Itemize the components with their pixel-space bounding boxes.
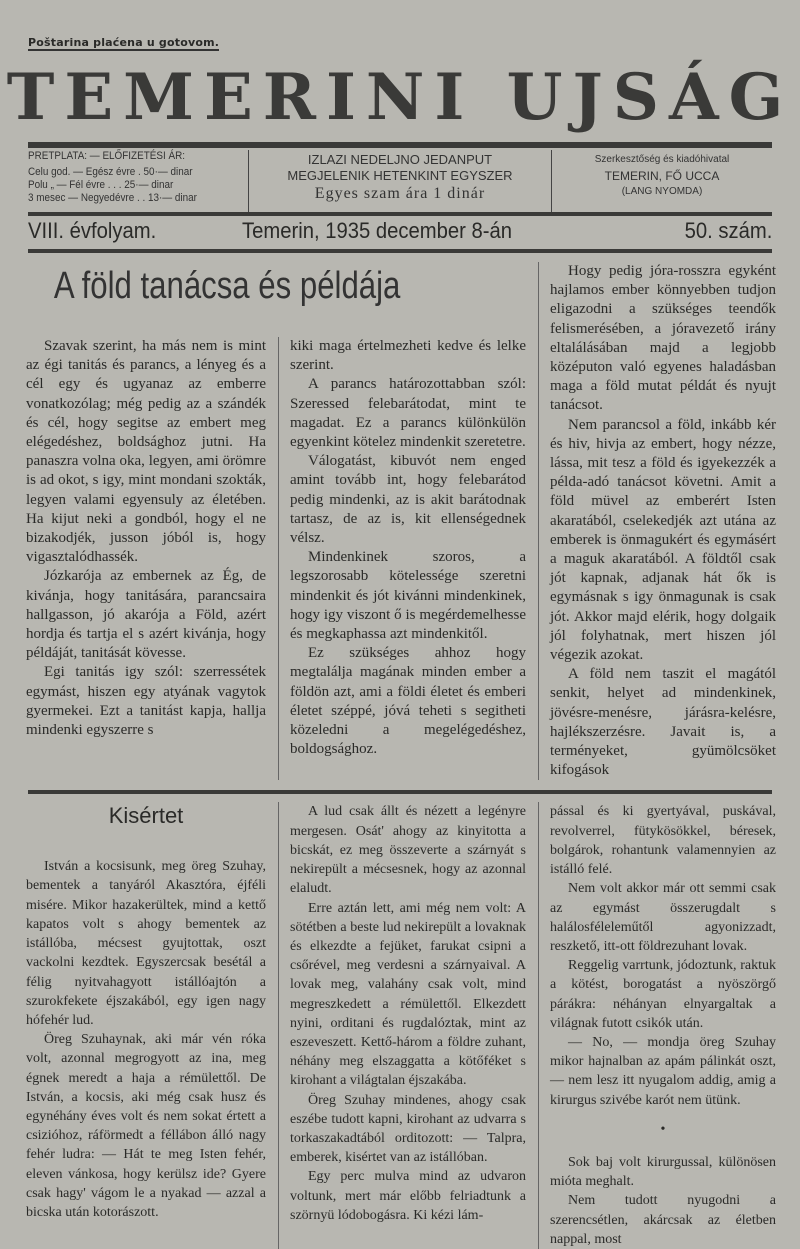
paragraph: A lud csak állt és nézett a legényre mergesen. Osát' ahogy az kinyitotta a bicskát, ez meg összeverte a szárnyát s nekirepült a mécsesnek, hogy az azonnal elaludt. <box>290 804 526 897</box>
issue-number: 50. szám. <box>684 218 772 243</box>
divider <box>28 142 772 148</box>
publication-info <box>248 150 552 212</box>
paragraph: Erre aztán lett, ami még nem volt: A sötétben a beste lud nekirepült a lovaknak és elkezdte a fejüket, farukat csipni a csőrével, meg verdesni a szárnyaival. A lovak meg, valahány csak volt, mind megreszkedett a rémülettől. Elkezdett nyini, orditani és rugdalóztak, mint az eszeveszett. Kettő-három a földre zuhant, néhány meg elszaggatta a kötőféket s kirohant a világtalan éjszakába. <box>290 900 526 1089</box>
paragraph: Reggelig varrtunk, jódoztunk, raktuk a kötést, borogatást a nyöszörgő párákra: néhányan elnyargaltak a világnak futott csikók után. <box>550 958 776 1031</box>
paragraph: A parancs határozottabban szól: Szeressed felebarátodat, mint te magadat. Ez a parancs különkülön egyenkint kötelez mindenkit szeretetre. <box>290 376 526 451</box>
printer-name: (LANG NYOMDA) <box>621 186 703 197</box>
paragraph: Józkarója az embernek az Ég, de kivánja, hogy tanitására, parancsaira hallgasson, jó akarója a Föld, azért hordja és tartja el s azért kivánja, hogy példáját, tanitását kövesse. <box>26 568 266 662</box>
masthead-title: TEMERINI UJSÁG <box>6 60 794 135</box>
paragraph: Hogy pedig jóra-rosszra egyként hajlamos ember könnyebben tudjon eligazodni a szükséges teendők felismerésében, a jóravezető irány eltalálásában majd a legjobb középuton való egyenes haladásban maga a föld mutat példát és nyujt tanácsot. <box>550 263 776 414</box>
paragraph: Sok baj volt kirurgussal, különösen mióta meghalt. <box>550 1154 776 1190</box>
subscription-info <box>28 150 246 205</box>
story-section <box>26 802 776 1248</box>
paragraph: Ez szükséges ahhoz hogy megtalálja magának minden ember a földön azt, ami a földi életet és emberi életet széppé, jóvá teheti s segitheti közeledni a megelégedéshez, boldogsághoz. <box>290 645 526 758</box>
divider <box>28 249 772 253</box>
paragraph: A föld nem taszit el magától senkit, helyet ad mindenkinek, jövésre-menésre, járásra-kelésre, hajlékszerzésre. Javait is, a terményeket, gyümölcsöket kifogások <box>550 666 776 779</box>
office-info <box>552 150 772 200</box>
volume: VIII. évfolyam. <box>28 218 157 243</box>
paragraph: Szavak szerint, ha más nem is mint az égi tanitás és parancs, a lényeg és a cél egy és ugyanaz az emberre vonatkozólag; még pedig az a szándék és cél, hogy segitse az embert meg elégedéshez, boldsághoz jutni. Ha panaszra volna oka, legyen, ami örömre is ad okot, s igy, mint mondani szokták, legyen valami egyensuly az életében. Ha kijut neki a gondból, hogy el ne bizakodjék, jusson jóból is, hogy vigasztalódhassék. <box>26 338 266 566</box>
article-column <box>26 337 266 780</box>
paragraph: Nem volt akkor már ott semmi csak az egymást összerugdalt s halálosféleleműtől agyonizzadt, reszkető, itt-ott földrezuhant lovak. <box>550 881 776 954</box>
publication-line: IZLAZI NEDELJNO JEDANPUT <box>307 152 493 167</box>
story-title: Kisértet <box>108 803 184 829</box>
article-headline: A föld tanácsa és példája <box>53 265 401 307</box>
paragraph: István a kocsisunk, meg öreg Szuhay, bementek a tanyáról Akasztóra, éjféli misére. Mikor hazakerültek, mind a kettő kapatos volt s ahogy bementek az istállóba, mécsest gyujtottak, oszt vackolni kezdtek. Egyszercsak besétál a félig nyitvahagyott istállóajtón a szurokfekete éjszakából, egy igen nagy hófehér lud. <box>26 859 266 1028</box>
paragraph: Nem tudott nyugodni a szerencsétlen, akárcsak az életben nappal, most <box>550 1193 776 1247</box>
paragraph: Nem parancsol a föld, inkább kér és hiv, hivja az embert, hogy nézze, lássa, mit tesz a föld és igyekezzék a példa-adó tanácsot követni. Amit a föld müvel az emberért Isten akaratából, cselekedjék azt utána az emberek is önmagukért és egymásért a maguk akaratából. A földtől csak jót kapnak, adjanak hát ők is egymásnak s igy önmagunak is csak jót. Akkor majd elérik, hogy dolgaik jól folyhatnak, mert hiszen jól végezik azokat. <box>550 416 776 664</box>
paragraph: Egi tanitás igy szól: szerressétek egymást, hiszen egy atyának vagytok gyermekei. Ezt a tanitást kapja, hallja mindenki egyszerre s <box>26 664 266 739</box>
paragraph: Mindenkinek szoros, a legszorosabb kötelessége szeretni mindenkit és jót kivánni mindenkinek, hogy igy viszont ő is megérdemelhesse és megkaphassa azt mindenkitől. <box>290 549 526 643</box>
story-column <box>290 802 526 1248</box>
price-line: Egyes szam ára 1 dinár <box>314 185 486 202</box>
subscription-row: 3 mesec — Negyedévre . . 13·— dinar <box>28 192 197 204</box>
dateline <box>28 218 772 246</box>
paragraph: Öreg Szuhaynak, aki már vén róka volt, azonnal megrogyott az ina, meg égnek meredt a haja a rémülettől. De István, a kocsis, aki még csak husz és egynéhány éves volt és nem sokat értett a csizióhoz, ráförmedt a féllábon álló nagy fehér ludra: — Hát te meg Isten fehér, eleven vánkosa, hogy kerülsz ide? Gyere csak hagy' vágom le a nyakad — azzal a bicska után kotorászott. <box>26 1032 266 1220</box>
postage-note: Poštarina plaćena u gotovom. <box>28 36 220 49</box>
paragraph: Válogatást, kibuvót nem enged amint tovább int, hogy felebarátod pedig mindenki, az is akit barátodnak tartasz, de az is, kit ellenségednek vélsz. <box>290 453 526 547</box>
paragraph: kiki maga értelmezheti kedve és lelke szerint. <box>290 338 526 374</box>
office-label: Szerkesztőség és kiadóhivatal <box>594 154 730 165</box>
office-address: TEMERIN, FŐ UCCA <box>604 169 720 183</box>
subscription-heading: PRETPLATA: — ELŐFIZETÉSI ÁR: <box>28 150 185 162</box>
paragraph: — No, — mondja öreg Szuhay mikor hajnalban az apám pálinkát oszt, — nem lesz itt nyugalom addig, amig a kirurgus szivébe karót nem ütünk. <box>550 1034 776 1108</box>
subscription-row: Polu „ — Fél évre . . . 25·— dinar <box>28 179 174 191</box>
publication-line: MEGJELENIK HETENKINT EGYSZER <box>287 168 513 183</box>
article-column <box>550 262 776 780</box>
story-column <box>550 802 776 1248</box>
article-column <box>290 337 526 780</box>
paragraph: pással és ki gyertyával, puskával, revolverrel, fütykösökkel, béresek, bolgárok, rohantunk valamennyien az istálló felé. <box>550 804 776 878</box>
paragraph: Öreg Szuhay mindenes, ahogy csak eszébe tudott kapni, kirohant az udvarra s torkaszakadtából orditozott: — Talpra, emberek, kisértet van az istállóban. <box>290 1092 526 1166</box>
page-content <box>26 262 776 1249</box>
story-column <box>26 857 266 1249</box>
subscription-row: Celu god. — Egész évre . 50·— dinar <box>28 166 193 178</box>
divider <box>28 212 772 216</box>
issue-date: Temerin, 1935 december 8-án <box>242 218 513 243</box>
section-separator: • <box>660 1121 666 1137</box>
lead-article <box>26 262 776 780</box>
paragraph: Egy perc mulva mind az udvaron voltunk, mert már előbb felriadtunk a szörnyü lódobogásra. Ki kézi lám- <box>290 1169 526 1223</box>
divider <box>28 790 772 794</box>
